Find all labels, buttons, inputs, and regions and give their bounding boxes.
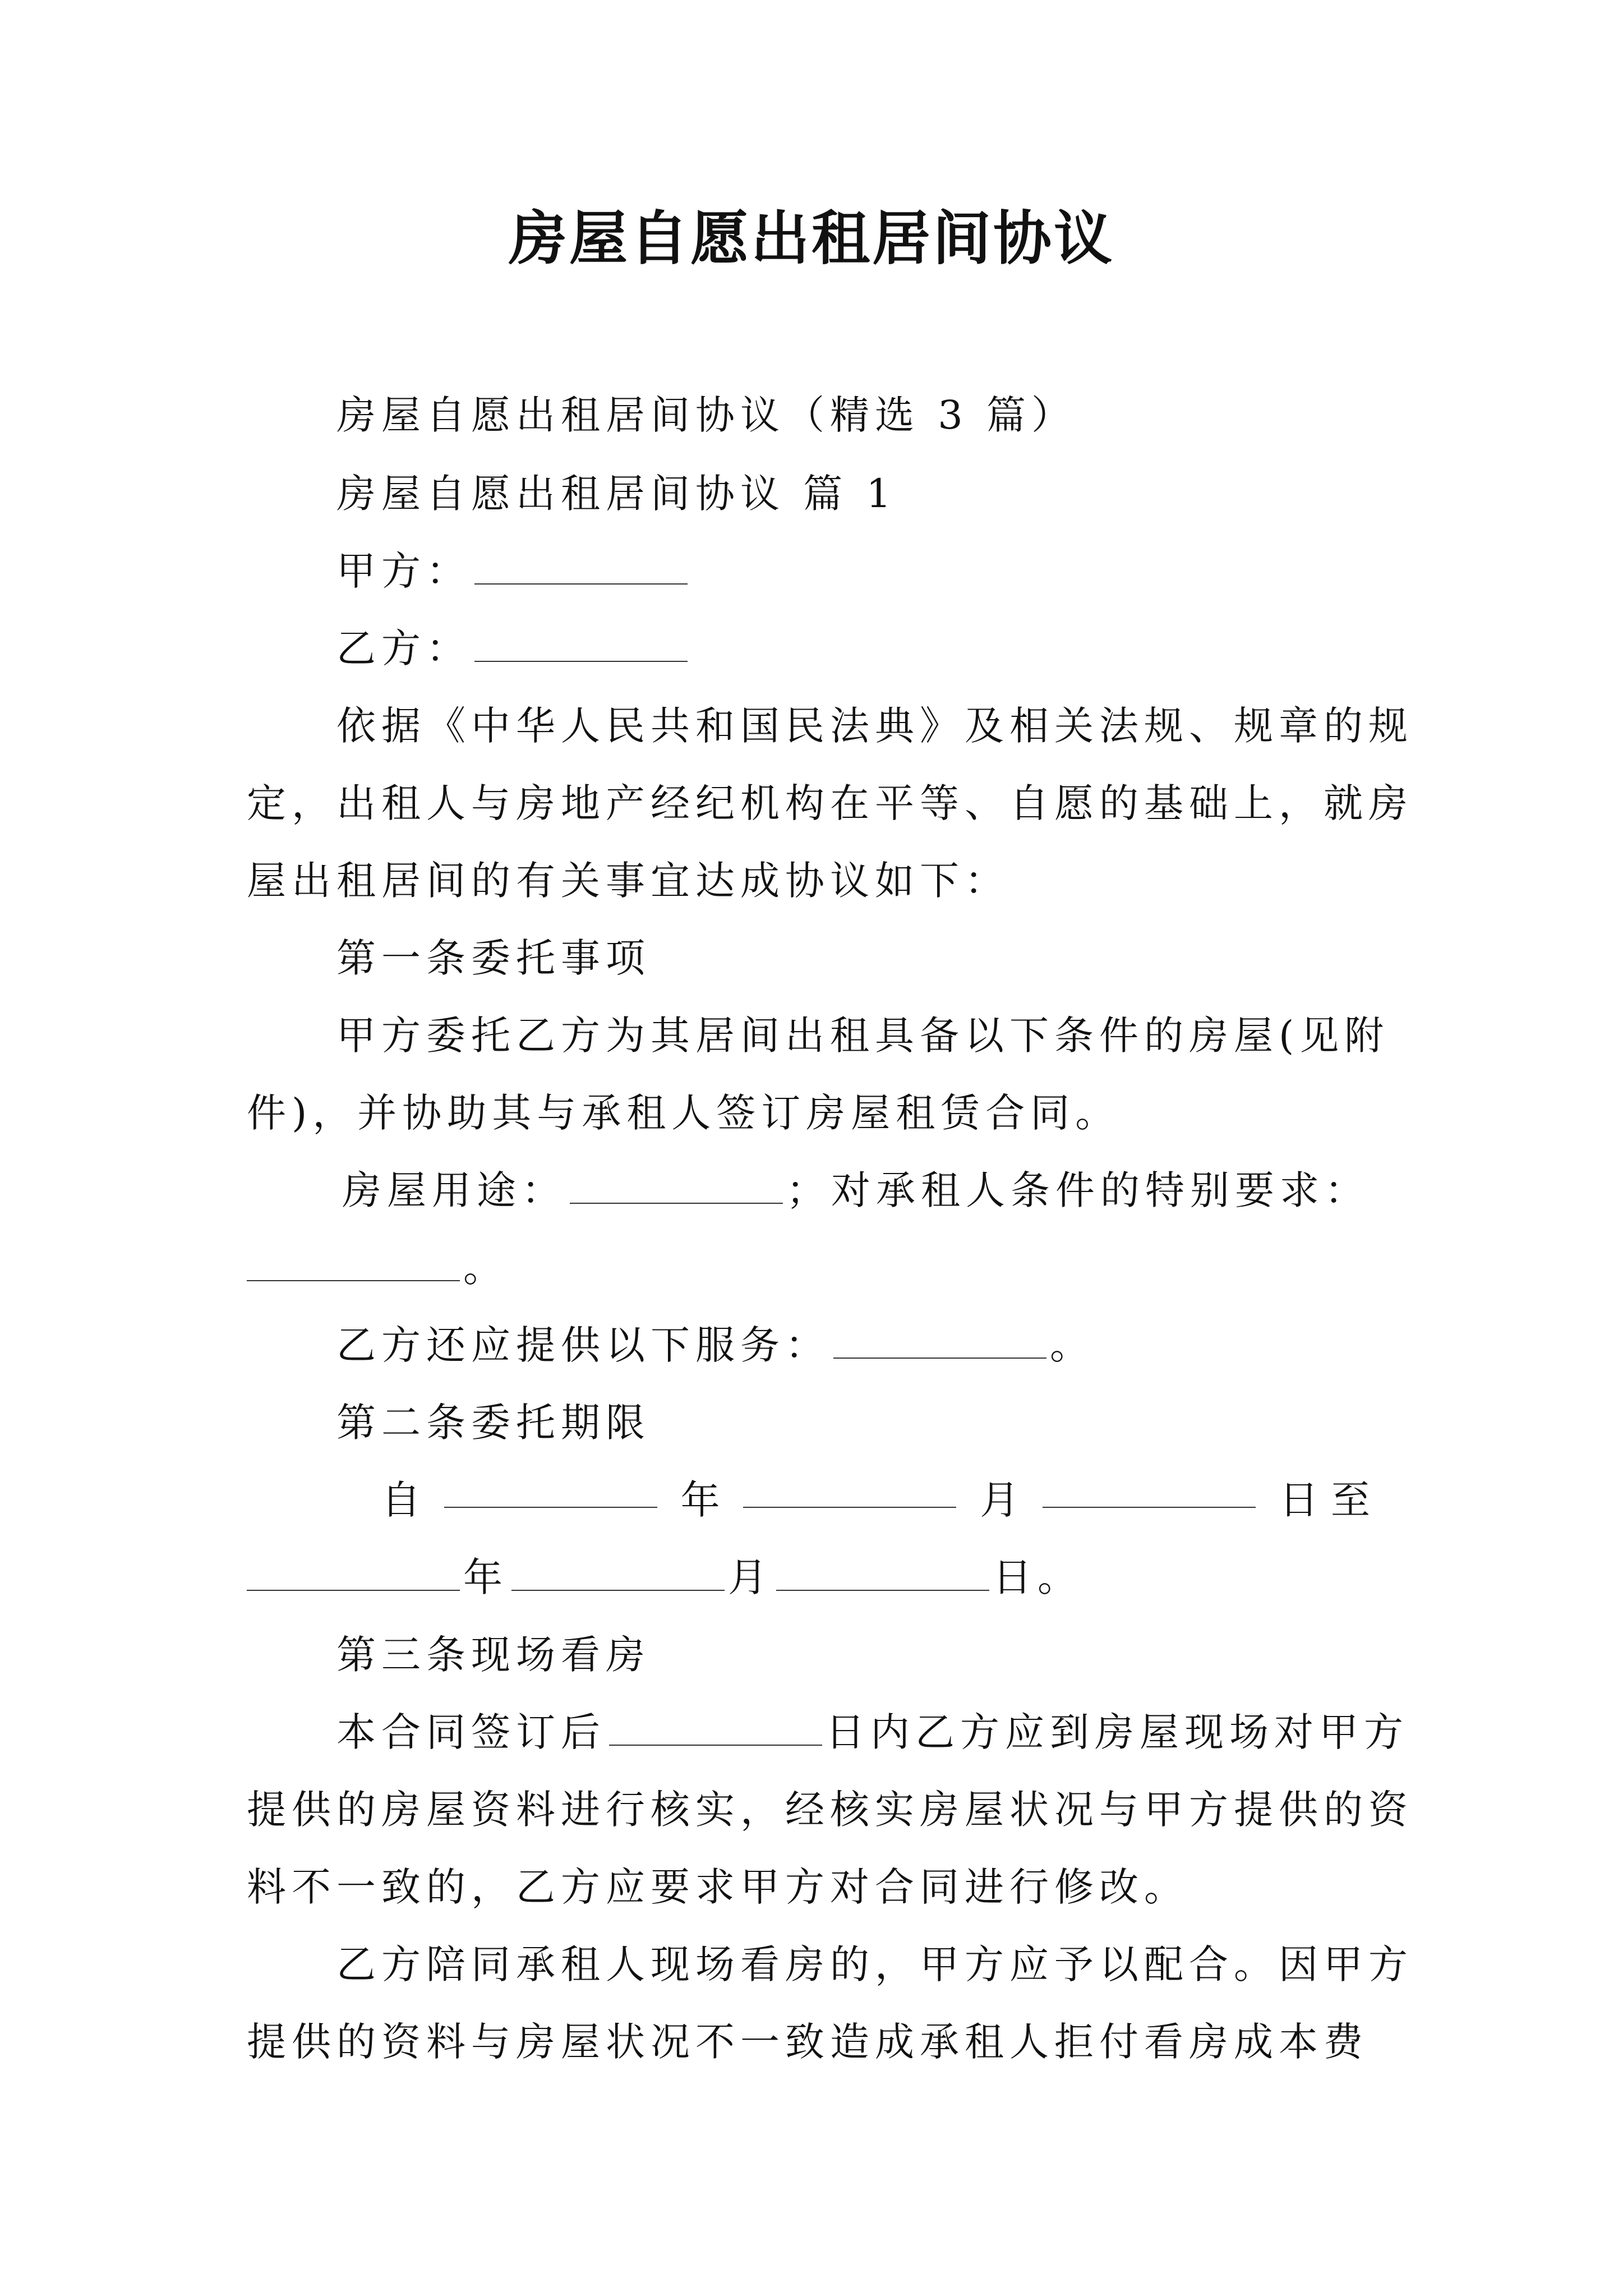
party-b-line [336, 620, 691, 677]
paragraph-line: 乙方陪同承租人现场看房的，甲方应予以配合。因甲方 [336, 1941, 1413, 1987]
paragraph-line: 甲方委托乙方为其居间出租具备以下条件的房屋(见附 [336, 1013, 1390, 1059]
subtitle: 房屋自愿出租居间协议（精选 3 篇） [336, 392, 1077, 438]
year-label: 年 [463, 1554, 508, 1600]
paragraph-line: 提供的资料与房屋状况不一致造成承租人拒付看房成本费 [247, 2019, 1368, 2065]
party-b-label: 乙方： [336, 625, 471, 671]
period-mark: 。 [1050, 1322, 1095, 1368]
inspection-line [336, 1704, 1409, 1760]
start-year-blank [444, 1472, 657, 1508]
paragraph-line: 件)，并协助其与承租人签订房屋租赁合同。 [247, 1090, 1121, 1136]
day-end-label: 日。 [993, 1554, 1082, 1600]
inspection-text: 日内乙方应到房屋现场对甲方 [826, 1709, 1409, 1755]
paragraph-line: 屋出租居间的有关事宜达成协议如下： [247, 858, 1009, 904]
period-mark: 。 [463, 1245, 508, 1291]
party-a-line [336, 543, 691, 599]
start-month-blank [743, 1472, 956, 1508]
paragraph-line: 依据《中华人民共和国民法典》及相关法规、规章的规 [336, 703, 1413, 749]
house-use-blank [570, 1168, 783, 1204]
from-label: 自 [381, 1477, 421, 1523]
house-use-label: 房屋用途： [342, 1167, 566, 1213]
service-label: 乙方还应提供以下服务： [336, 1322, 830, 1368]
end-month-blank [511, 1555, 725, 1591]
section-heading: 房屋自愿出租居间协议 篇 1 [336, 471, 897, 517]
day-to-label: 日至 [1279, 1477, 1382, 1523]
tenant-requirement-blank [247, 1245, 460, 1281]
party-a-blank [474, 549, 688, 585]
inspection-days-blank [609, 1710, 822, 1746]
paragraph-line: 提供的房屋资料进行核实，经核实房屋状况与甲方提供的资 [247, 1787, 1413, 1833]
document-title: 房屋自愿出租居间协议 [508, 204, 1114, 273]
paragraph-line: 料不一致的，乙方应要求甲方对合同进行修改。 [247, 1864, 1189, 1910]
party-a-label: 甲方： [336, 548, 471, 594]
tenant-requirement-label: ；对承租人条件的特别要求： [786, 1167, 1370, 1213]
inspection-text: 本合同签订后 [336, 1709, 606, 1755]
start-day-blank [1043, 1472, 1256, 1508]
tenant-requirement-line [247, 1240, 508, 1296]
service-blank [833, 1323, 1046, 1359]
term-end-line [247, 1549, 1082, 1605]
end-day-blank [776, 1555, 989, 1591]
end-year-blank [247, 1555, 460, 1591]
year-label: 年 [680, 1477, 720, 1523]
service-line [336, 1317, 1095, 1373]
article-2-heading: 第二条委托期限 [336, 1400, 651, 1446]
article-1-heading: 第一条委托事项 [336, 935, 651, 981]
month-label: 月 [728, 1554, 773, 1600]
article-3-heading: 第三条现场看房 [336, 1632, 651, 1678]
paragraph-line: 定，出租人与房地产经纪机构在平等、自愿的基础上，就房 [247, 780, 1413, 826]
house-use-line [342, 1162, 1370, 1218]
term-start-line [381, 1472, 1382, 1528]
party-b-blank [474, 626, 688, 662]
month-label: 月 [980, 1477, 1020, 1523]
